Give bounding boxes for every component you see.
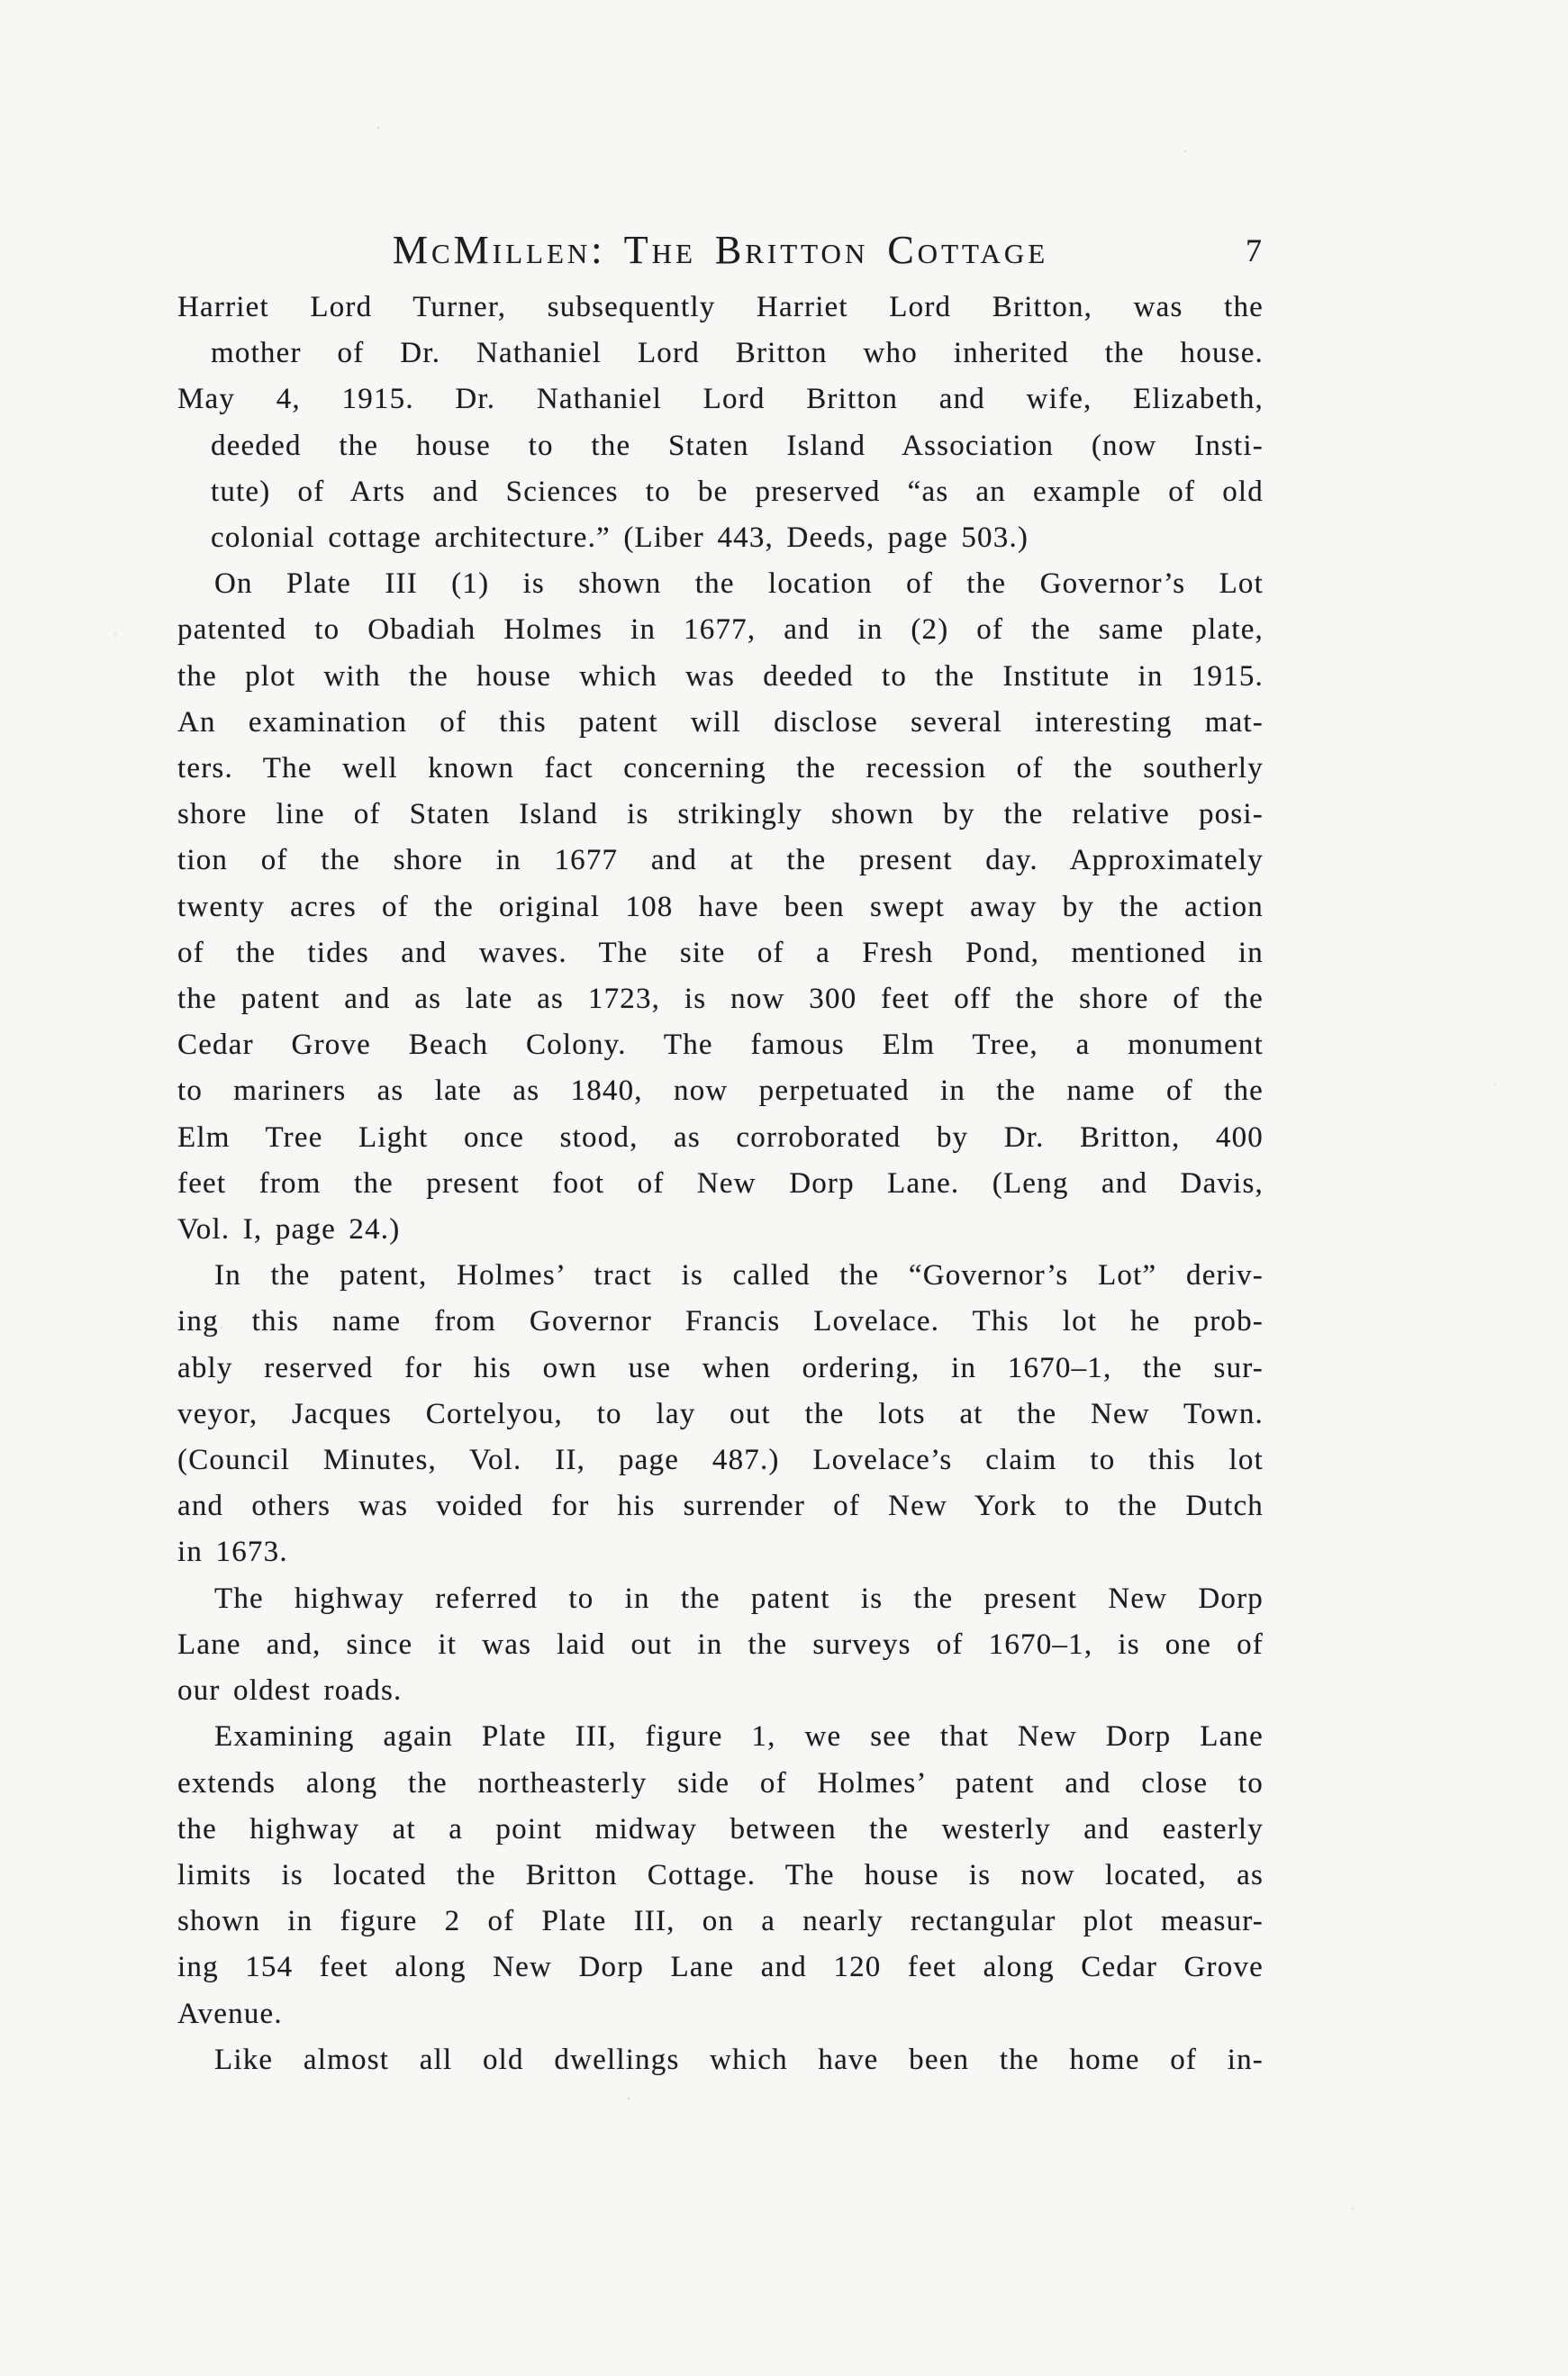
page-title: McMillen: The Britton Cottage bbox=[392, 228, 1049, 272]
text-line: ing 154 feet along New Dorp Lane and 120 feet along Cedar Grove bbox=[177, 1951, 1264, 1984]
text-line: Avenue. bbox=[177, 1997, 283, 2030]
text-line: the patent and as late as 1723, is now 300 feet off the shore of the bbox=[177, 983, 1264, 1016]
text-line: extends along the northeasterly side of Holmes’ patent and close to bbox=[177, 1766, 1264, 1800]
text-line: limits is located the Britton Cottage. The house is now located, as bbox=[177, 1858, 1264, 1891]
running-head bbox=[177, 225, 1264, 276]
text-line: ters. The well known fact concerning the recession of the southerly bbox=[177, 752, 1264, 785]
text-line: the plot with the house which was deeded to the Institute in 1915. bbox=[177, 659, 1264, 693]
text-line: shore line of Staten Island is strikingly shown by the relative posi- bbox=[177, 798, 1264, 831]
text-line: the highway at a point midway between the westerly and easterly bbox=[177, 1812, 1264, 1845]
text-line: deeded the house to the Staten Island Association (now Insti- bbox=[211, 429, 1264, 462]
text-line: of the tides and waves. The site of a Fresh Pond, mentioned in bbox=[177, 936, 1264, 969]
text-line: twenty acres of the original 108 have been swept away by the action bbox=[177, 890, 1264, 923]
text-line: Examining again Plate III, figure 1, we see that New Dorp Lane bbox=[214, 1720, 1264, 1754]
text-line: In the patent, Holmes’ tract is called the “Governor’s Lot” deriv- bbox=[214, 1259, 1264, 1292]
text-line: Lane and, since it was laid out in the surveys of 1670–1, is one of bbox=[177, 1628, 1264, 1661]
text-line: patented to Obadiah Holmes in 1677, and in (2) of the same plate, bbox=[177, 613, 1264, 647]
text-line: Like almost all old dwellings which have been the home of in- bbox=[214, 2043, 1264, 2076]
text-line: Vol. I, page 24.) bbox=[177, 1213, 401, 1247]
text-line: May 4, 1915. Dr. Nathaniel Lord Britton and wife, Elizabeth, bbox=[177, 383, 1264, 416]
text-line: The highway referred to in the patent is the present New Dorp bbox=[214, 1582, 1264, 1615]
text-line: tute) of Arts and Sciences to be preserved “as an example of old bbox=[211, 475, 1264, 508]
text-line: colonial cottage architecture.” (Liber 443, Deeds, page 503.) bbox=[211, 521, 1029, 555]
text-line: veyor, Jacques Cortelyou, to lay out the lots at the New Town. bbox=[177, 1397, 1264, 1430]
text-line: An examination of this patent will disclose several interesting mat- bbox=[177, 705, 1264, 739]
text-line: Harriet Lord Turner, subsequently Harriet Lord Britton, was the bbox=[177, 291, 1264, 323]
text-line: to mariners as late as 1840, now perpetuated in the name of the bbox=[177, 1075, 1264, 1108]
text-line: ably reserved for his own use when ordering, in 1670–1, the sur- bbox=[177, 1351, 1264, 1384]
text-line: On Plate III (1) is shown the location of the Governor’s Lot bbox=[214, 567, 1264, 601]
text-line: in 1673. bbox=[177, 1536, 288, 1569]
page-number: 7 bbox=[1246, 232, 1262, 268]
text-line: ing this name from Governor Francis Lovelace. This lot he prob- bbox=[177, 1305, 1264, 1338]
text-line: and others was voided for his surrender of New York to the Dutch bbox=[177, 1490, 1264, 1523]
text-line: our oldest roads. bbox=[177, 1674, 403, 1708]
text-line: (Council Minutes, Vol. II, page 487.) Lovelace’s claim to this lot bbox=[177, 1444, 1264, 1477]
body-text bbox=[177, 285, 1264, 2083]
text-line: tion of the shore in 1677 and at the present day. Approximately bbox=[177, 844, 1264, 877]
text-line: Cedar Grove Beach Colony. The famous Elm Tree, a monument bbox=[177, 1029, 1264, 1062]
text-line: shown in figure 2 of Plate III, on a nearly rectangular plot measur- bbox=[177, 1905, 1264, 1938]
text-line: feet from the present foot of New Dorp Lane. (Leng and Davis, bbox=[177, 1166, 1264, 1200]
text-line: mother of Dr. Nathaniel Lord Britton who inherited the house. bbox=[211, 337, 1264, 370]
text-line: Elm Tree Light once stood, as corroborated by Dr. Britton, 400 bbox=[177, 1120, 1264, 1154]
